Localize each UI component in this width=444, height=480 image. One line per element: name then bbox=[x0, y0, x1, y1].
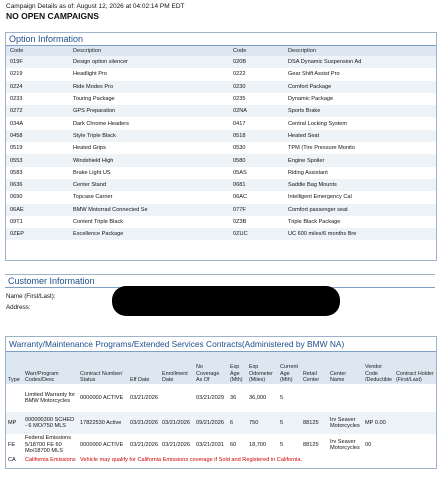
option-code: 0458 bbox=[6, 130, 69, 142]
option-code: 0690 bbox=[10, 194, 23, 201]
option-row bbox=[6, 130, 436, 142]
option-description: Engine Spoiler bbox=[284, 154, 436, 166]
warranty-panel bbox=[5, 336, 437, 469]
option-code: 0580 bbox=[229, 154, 284, 166]
option-description: Saddle Bag Mounts bbox=[284, 179, 436, 191]
option-code: 020B bbox=[229, 56, 284, 68]
option-description: BMW Motorrad Connected Se bbox=[69, 204, 229, 216]
col-description: Description bbox=[69, 46, 229, 56]
option-description: Dynamic Package bbox=[288, 96, 334, 103]
warranty-cell: 88125 bbox=[303, 441, 319, 448]
customer-information-title: Customer Information bbox=[5, 275, 435, 288]
warranty-cell: 03/21/2026 bbox=[160, 412, 194, 434]
option-row bbox=[6, 56, 436, 68]
option-code: 0518 bbox=[229, 130, 284, 142]
warranty-cell: Federal Emissions 5/18700 FE 60 Mo/18700 MLS bbox=[25, 435, 72, 455]
option-code: 0583 bbox=[10, 169, 23, 176]
warranty-cell: 6 bbox=[228, 412, 247, 434]
option-description: Style Triple Black bbox=[69, 130, 229, 142]
warranty-cell: 5 bbox=[280, 441, 284, 448]
option-code: 0681 bbox=[229, 179, 284, 191]
warranty-title: Warranty/Maintenance Programs/Extended Services Contracts(Administered by BMW NA) bbox=[6, 337, 436, 352]
option-code: 0219 bbox=[10, 71, 23, 78]
option-row bbox=[6, 191, 436, 203]
option-description: UC 600 miles/6 months Bre bbox=[284, 228, 436, 240]
warranty-cell: Irv Seaver Motorcycles bbox=[330, 438, 360, 451]
warranty-col-header: Warr/Program Codes/Desc bbox=[23, 352, 78, 384]
option-information-panel bbox=[5, 32, 437, 261]
warranty-cell: 36 bbox=[230, 394, 237, 401]
campaign-status: NO OPEN CAMPAIGNS bbox=[6, 11, 99, 21]
option-code: 0417 bbox=[233, 120, 246, 127]
warranty-col-header: Eff Date bbox=[128, 352, 160, 384]
warranty-col-header: Current Age (Mth) bbox=[278, 352, 301, 384]
option-description: Gear Shift Assist Pro bbox=[288, 71, 340, 78]
california-emissions-note: Vehicle may qualify for California Emissions coverage if Sold and Registered in California. bbox=[80, 457, 302, 463]
warranty-cell: 03/21/2031 bbox=[196, 441, 224, 448]
option-information-title: Option Information bbox=[6, 33, 436, 46]
warranty-col-header: Exp Odometer (Miles) bbox=[247, 352, 278, 384]
warranty-cell: 03/21/2026 bbox=[162, 441, 190, 448]
option-code: 077F bbox=[229, 204, 284, 216]
customer-name-label: Name (First/Last): bbox=[6, 293, 56, 300]
option-row bbox=[6, 142, 436, 154]
option-description: Triple Black Package bbox=[288, 219, 341, 225]
option-row bbox=[6, 216, 436, 228]
option-code: 0519 bbox=[10, 145, 23, 152]
option-code: 0230 bbox=[229, 81, 284, 93]
warranty-col-header: Exp Age (Mth) bbox=[228, 352, 247, 384]
option-description: Brake Light US bbox=[73, 169, 111, 176]
warranty-cell: 18,700 bbox=[249, 441, 267, 448]
warranty-cell: 750 bbox=[247, 412, 278, 434]
option-description: Design option silencer bbox=[69, 56, 229, 68]
option-code: 0530 bbox=[233, 145, 246, 152]
option-description: Content Triple Black bbox=[73, 219, 124, 225]
option-code: 06AE bbox=[6, 204, 69, 216]
warranty-cell: 03/21/2029 bbox=[196, 394, 224, 401]
warranty-cell: 17822530 Active bbox=[78, 412, 128, 434]
warranty-cell: Limited Warranty for BMW Motorcycles bbox=[25, 391, 76, 404]
warranty-col-header: No Coverage As Of bbox=[194, 352, 228, 384]
option-description: Touring Package bbox=[73, 96, 115, 103]
col-code: Code bbox=[6, 46, 69, 56]
warranty-cell: 000000300 SCHED - 6 MO/750 MLS bbox=[23, 412, 78, 434]
option-code: 0222 bbox=[233, 71, 246, 78]
california-emissions-label: California Emissions bbox=[25, 457, 76, 463]
option-code: 0235 bbox=[233, 96, 246, 103]
option-row bbox=[6, 105, 436, 117]
option-code: 02NA bbox=[229, 105, 284, 117]
option-description: Windshield High bbox=[69, 154, 229, 166]
option-code: 0ZUC bbox=[229, 228, 284, 240]
option-description: Sports Brake bbox=[284, 105, 436, 117]
option-description: DSA Dynamic Suspension Ad bbox=[284, 56, 436, 68]
warranty-col-header: Enrollment Date bbox=[160, 352, 194, 384]
option-description: Intelligent Emergency Cal bbox=[288, 194, 352, 201]
redacted-customer-info bbox=[112, 286, 340, 316]
option-description: GPS Preparation bbox=[69, 105, 229, 117]
warranty-cell bbox=[301, 384, 328, 412]
warranty-cell: MP 0.00 bbox=[363, 412, 394, 434]
option-row bbox=[6, 81, 436, 93]
warranty-cell: 0000000 ACTIVE bbox=[80, 441, 124, 448]
warranty-cell: 5 bbox=[280, 394, 284, 401]
option-description: Central Locking System bbox=[288, 120, 348, 127]
option-row bbox=[6, 68, 436, 80]
warranty-cell: 88125 bbox=[301, 412, 328, 434]
warranty-cell bbox=[160, 384, 194, 412]
warranty-cell bbox=[394, 384, 436, 412]
warranty-cell bbox=[394, 434, 436, 456]
option-row bbox=[6, 117, 436, 129]
warranty-cell: 60 bbox=[230, 441, 237, 448]
warranty-row bbox=[6, 412, 436, 434]
warranty-row bbox=[6, 384, 436, 412]
option-description: Headlight Pro bbox=[73, 71, 107, 78]
option-row bbox=[6, 167, 436, 179]
option-description: Comfort Package bbox=[284, 81, 436, 93]
customer-address-label: Address: bbox=[6, 304, 31, 311]
option-code: 019F bbox=[6, 56, 69, 68]
option-row bbox=[6, 204, 436, 216]
option-table bbox=[6, 46, 436, 240]
warranty-cell: 00 bbox=[365, 441, 372, 448]
option-code: 0ZEP bbox=[6, 228, 69, 240]
option-description: Topcase Carrier bbox=[73, 194, 113, 201]
warranty-cell: 5 bbox=[278, 412, 301, 434]
warranty-cell bbox=[394, 412, 436, 434]
warranty-col-header: Contract Number/ Status bbox=[78, 352, 128, 384]
campaign-details-timestamp: Campaign Details as of: August 12, 2026 at 04:02:14 PM EDT bbox=[6, 3, 185, 10]
warranty-cell bbox=[363, 384, 394, 412]
warranty-cell: FE bbox=[8, 441, 16, 448]
col-code-2: Code bbox=[229, 46, 284, 56]
option-code: 0224 bbox=[6, 81, 69, 93]
warranty-col-header: Center Name bbox=[328, 352, 363, 384]
warranty-table bbox=[6, 352, 436, 464]
warranty-col-header: Type bbox=[6, 352, 23, 384]
warranty-cell: Irv Seaver Motorcycles bbox=[328, 412, 363, 434]
warranty-cell: 03/21/2026 bbox=[130, 394, 158, 401]
option-row bbox=[6, 228, 436, 240]
option-description: Comfort passenger seat bbox=[284, 204, 436, 216]
option-row bbox=[6, 154, 436, 166]
option-description: Heated Grips bbox=[73, 145, 106, 152]
option-code: 0272 bbox=[6, 105, 69, 117]
warranty-col-header: Contract Holder (First/Last) bbox=[394, 352, 436, 384]
warranty-type: CA bbox=[8, 457, 16, 463]
warranty-cell: 0000000 ACTIVE bbox=[80, 394, 124, 401]
warranty-col-header: Retail Center bbox=[301, 352, 328, 384]
option-code: 09T1 bbox=[10, 219, 23, 225]
option-code: 0Z3B bbox=[233, 219, 247, 225]
option-code: 0233 bbox=[10, 96, 23, 103]
warranty-cell bbox=[328, 384, 363, 412]
option-description: Excellence Package bbox=[69, 228, 229, 240]
warranty-cell: 36,000 bbox=[249, 394, 267, 401]
option-description: Center Stand bbox=[69, 179, 229, 191]
option-description: Dark Chrome Headers bbox=[73, 120, 129, 127]
warranty-col-header: Vendor Code /Deductible bbox=[363, 352, 394, 384]
warranty-cell: 03/21/2026 bbox=[130, 441, 158, 448]
warranty-row bbox=[6, 434, 436, 456]
option-row bbox=[6, 93, 436, 105]
warranty-cell: 03/21/2026 bbox=[128, 412, 160, 434]
option-code: 0636 bbox=[6, 179, 69, 191]
warranty-cell bbox=[6, 384, 23, 412]
option-description: TPM (Tire Pressure Monito bbox=[288, 145, 355, 152]
warranty-row-california bbox=[6, 456, 436, 464]
warranty-cell: 09/21/2026 bbox=[194, 412, 228, 434]
option-code: 05AS bbox=[233, 169, 247, 176]
option-description: Riding Assistant bbox=[288, 169, 328, 176]
option-description: Ride Modes Pro bbox=[69, 81, 229, 93]
option-row bbox=[6, 179, 436, 191]
option-code: 0553 bbox=[6, 154, 69, 166]
col-description-2: Description bbox=[284, 46, 436, 56]
option-code: 06AC bbox=[233, 194, 247, 201]
option-code: 034A bbox=[10, 120, 24, 127]
warranty-cell: MP bbox=[6, 412, 23, 434]
option-description: Heated Seat bbox=[284, 130, 436, 142]
